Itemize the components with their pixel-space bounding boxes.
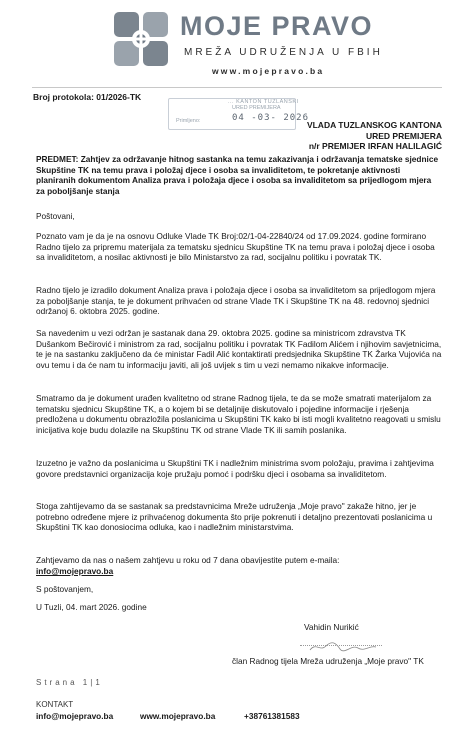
stamp-line-1: ... KANTON TUZLANSKI	[228, 99, 299, 105]
page-number: Strana 1|1	[36, 678, 103, 687]
subject-line: PREDMET: Zahtjev za održavanje hitnog sastanka na temu zakazivanja i održavanja tematske sjednice Skupštine TK na temu prava i položaj djece i osoba sa invaliditetom, te pokretanje aktivnosti planiranih dokumentom Analiza prava i položaja djece i osoba sa invaliditetom sa prijedlogom mjera za poboljšanje stanja	[36, 154, 439, 196]
footer-website-link[interactable]: www.mojepravo.ba	[140, 711, 216, 721]
footer-phone[interactable]: +38761381583	[244, 711, 300, 721]
recipient-line: n/r PREMIJER IRFAN HALILAGIĆ	[308, 141, 442, 151]
signature-line	[300, 645, 382, 647]
recipient-line: VLADA TUZLANSKOG KANTONA	[306, 120, 442, 130]
signer-name: Vahidin Nurikić	[304, 622, 359, 632]
stamp-line-2: URED PREMIJERA	[232, 105, 281, 111]
contact-email-link[interactable]: info@mojepravo.ba	[36, 566, 114, 576]
body-paragraph: Radno tijelo je izradilo dokument Analiza prava i položaja djece i osoba sa invaliditetom sa prijedlogom mjera za poboljšanje stanja, te je dokument prihvaćen od strane Vlade TK i Skupštine TK na 48. redovnoj sjednici održanoj 6. oktobra 2025. godine.	[36, 285, 436, 317]
brand-title: MOJE PRAVO	[180, 11, 374, 41]
salutation: Poštovani,	[36, 211, 75, 221]
protocol-number: Broj protokola: 01/2026-TK	[33, 92, 142, 102]
organization-logo	[112, 8, 170, 70]
header-divider	[32, 87, 442, 88]
signer-role: član Radnog tijela Mreža udruženja „Moje pravo" TK	[232, 656, 424, 666]
recipient-line: URED PREMIJERA	[365, 130, 442, 141]
body-paragraph: Izuzetno je važno da poslanicima u Skupštini TK i nadležnim ministrima svom položaju, pravima i zahtjevima govore predstavnici organizacija koje pružaju pomoć i podršku djeci i osobama sa invaliditetom.	[36, 458, 434, 479]
handwritten-signature	[308, 640, 378, 654]
body-paragraph: Sa navedenim u vezi održan je sastanak dana 29. oktobra 2025. godine sa ministricom zdravstva TK Dušankom Bečirović i ministrom za rad, socijalnu politiku i povratak TK Fadilom Alićem i njihovim savjetnicima, te je na sastanku zaključeno da će ministar Fadil Alić kontaktirati predsjednika Skupštine TK Žarka Vujovića na ovu temu i da će nam tu informaciju javiti, ali još uvijek s tim u vezi nemamo nikakve informacije.	[36, 328, 442, 371]
recipient-block	[250, 120, 442, 152]
brand-subtitle: MREŽA UDRUŽENJA U FBIH	[184, 47, 383, 58]
body-paragraph: Poznato vam je da je na osnovu Odluke Vlade TK Broj:02/1-04-22840/24 od 17.09.2024. godine formirano Radno tijelo za pripremu materijala za tematsku sjednicu Skupštine TK na temu prava i položaj djece i osoba sa invaliditetom, a nosilac aktivnosti je bilo Ministarstvo za rad, socijalnu politiku i povratak TK.	[36, 231, 435, 263]
body-paragraph: Smatramo da je dokument urađen kvalitetno od strane Radnog tijela, te da se može smatrati materijalom za tematsku sjednicu Skupštine TK, a o kojem bi se detaljnije diskutovalo i pojedine informacije i rješenja predložena u dokumentu obrazložila poslanicima u Skupštini TK kako bi isti mogli kvalitetno reagovati u smislu inicijativa koje budu dolazile na Skupštinu TK od strane Vlade TK ili samih poslanika.	[36, 393, 441, 436]
header-website[interactable]: www.mojepravo.ba	[212, 66, 325, 76]
closing: S poštovanjem,	[36, 584, 94, 594]
footer-email-link[interactable]: info@mojepravo.ba	[36, 711, 114, 721]
footer-contact-title: KONTAKT	[36, 700, 74, 709]
stamp-date: 04 -03- 2026	[232, 113, 310, 123]
email-request: Zahtjevamo da nas o našem zahtjevu u roku od 7 dana obavijestite putem e-maila:	[36, 555, 340, 565]
place-and-date: U Tuzli, 04. mart 2026. godine	[36, 602, 147, 612]
body-paragraph: Stoga zahtijevamo da se sastanak sa predstavnicima Mreže udruženja „Moje pravo" zakaže hitno, jer je potrebno određene mjere iz prihvaćenog dokumenta što prije pokrenuti i detaljno prezentovati poslanicima u Skupštini TK kao donosiocima odluka, kao i nadležnim ministarstvima.	[36, 501, 433, 533]
stamp-received-label: Primljeno:	[176, 118, 201, 124]
